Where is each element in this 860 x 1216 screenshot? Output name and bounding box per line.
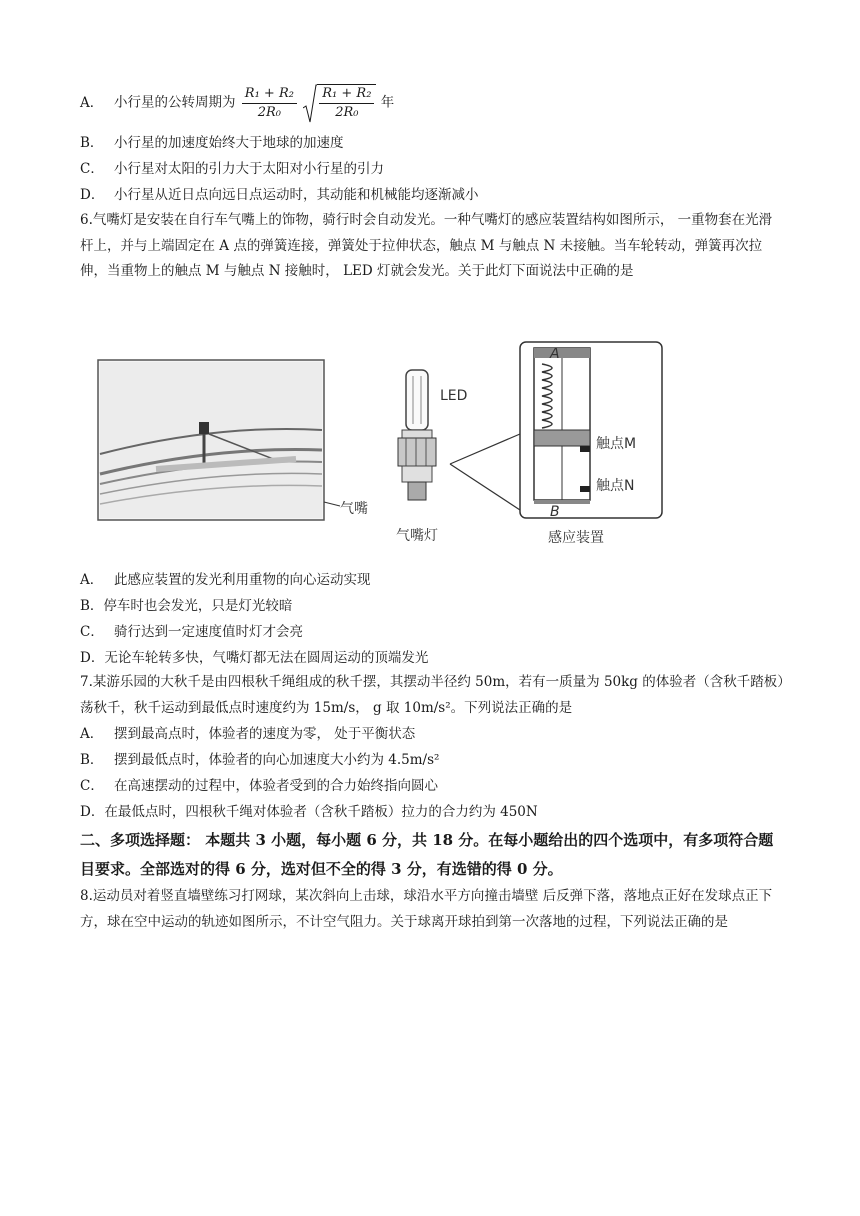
q6-option-b [80,596,785,616]
wheel-photo [98,360,324,520]
option-text: 骑行达到一定速度值时灯才会亮 [114,624,303,640]
option-text: 无论车轮转多快，气嘴灯都无法在圆周运动的顶端发光 [104,650,429,666]
valve-lamp-drawing [398,370,436,500]
option-letter: D． [80,804,105,820]
q6-stem: 6.气嘴灯是安装在自行车气嘴上的饰物，骑行时会自动发光。一种气嘴灯的感应装置结构如图所示， 一重物套在光滑杆上，并与上端固定在 A 点的弹簧连接，弹簧处于拉伸状态，触点 M 与触点 N 未接触。当车轮转动，弹簧再次拉伸，当重物上的触点 M 与触点 N 接触时， LED 灯就会发光。关于此灯下面说法中正确的是 [80,212,773,279]
option-letter: C． [80,624,104,640]
q7-option-c [80,776,785,796]
option-text: 摆到最高点时，体验者的速度为零， 处于平衡状态 [114,726,416,742]
section-heading: 二、多项选择题： 本题共 3 小题，每小题 6 分，共 18 分。在每小题给出的四个选项中，有多项符合题目要求。全部选对的得 6 分，选对但不全的得 3 分，有选错的得 0 分。 [80,831,774,878]
contact-m-label: 触点M [596,436,637,452]
point-a-label: A [550,346,560,362]
option-letter: D． [80,187,105,203]
unit-text: 年 [380,94,395,111]
q5-option-a [80,84,785,122]
point-b-label: B [550,504,560,520]
option-text: 小行星从近日点向远日点运动时，其动能和机械能均逐渐减小 [114,187,479,203]
option-text: 小行星的公转周期为 [114,94,236,111]
fraction-denominator: 2R₀ [257,104,282,120]
q5-option-c [80,159,785,179]
lamp-label: 气嘴灯 [396,528,438,544]
option-text: 小行星对太阳的引力大于太阳对小行星的引力 [114,161,384,177]
contact-n-label: 触点N [596,478,635,494]
option-letter: A． [80,94,104,111]
radical-sign-icon [303,84,317,124]
led-label: LED [440,388,468,404]
q7-option-a [80,724,785,744]
q5-option-d [80,185,785,205]
q7-stem: 7.某游乐园的大秋千是由四根秋千绳组成的秋千摆，其摆动半径约 50m，若有一质量为 50kg 的体验者（含秋千踏板）荡秋千，秋千运动到最低点时速度约为 15m/s， g 取 10m/s²。下列说法正确的是 [80,674,784,716]
square-root [303,84,376,122]
option-letter: A． [80,572,104,588]
valve-lamp-figure [96,334,666,550]
option-text: 停车时也会发光，只是灯光较暗 [103,598,293,614]
option-letter: A． [80,726,104,742]
q6-option-d [80,648,785,668]
q7-option-b [80,750,785,770]
q5-option-b [80,133,785,153]
sensing-device-detail [520,342,662,518]
option-text: 此感应装置的发光利用重物的向心运动实现 [114,572,371,588]
option-letter: B． [80,752,104,768]
q8-stem: 8.运动员对着竖直墙壁练习打网球，某次斜向上击球，球沿水平方向撞击墙壁 后反弹下落，落地点正好在发球点正下方，球在空中运动的轨迹如图所示，不计空气阻力。关于球离开球拍到第一次落地的过程，下列说法正确的是 [80,888,773,930]
option-letter: C． [80,161,104,177]
option-letter: B． [80,598,104,614]
option-text: 在高速摆动的过程中，体验者受到的合力始终指向圆心 [114,778,438,794]
q7-option-d [80,802,785,822]
option-letter: C． [80,778,104,794]
option-text: 摆到最低点时，体验者的向心加速度大小约为 4.5m/s² [114,752,440,768]
option-text: 在最低点时，四根秋千绳对体验者（含秋千踏板）拉力的合力约为 450N [104,804,538,820]
sqrt-fraction [319,85,374,122]
option-letter: B． [80,135,104,151]
period-fraction [242,85,297,122]
option-letter: D． [80,650,105,666]
option-text: 小行星的加速度始终大于地球的加速度 [114,135,344,151]
valve-label: 气嘴 [340,501,368,517]
device-label: 感应装置 [548,530,604,546]
q6-option-c [80,622,785,642]
q6-option-a [80,570,785,590]
sqrt-numerator: R₁ + R₂ [319,85,374,104]
sqrt-denominator: 2R₀ [335,105,359,120]
fraction-numerator: R₁ + R₂ [242,85,297,104]
